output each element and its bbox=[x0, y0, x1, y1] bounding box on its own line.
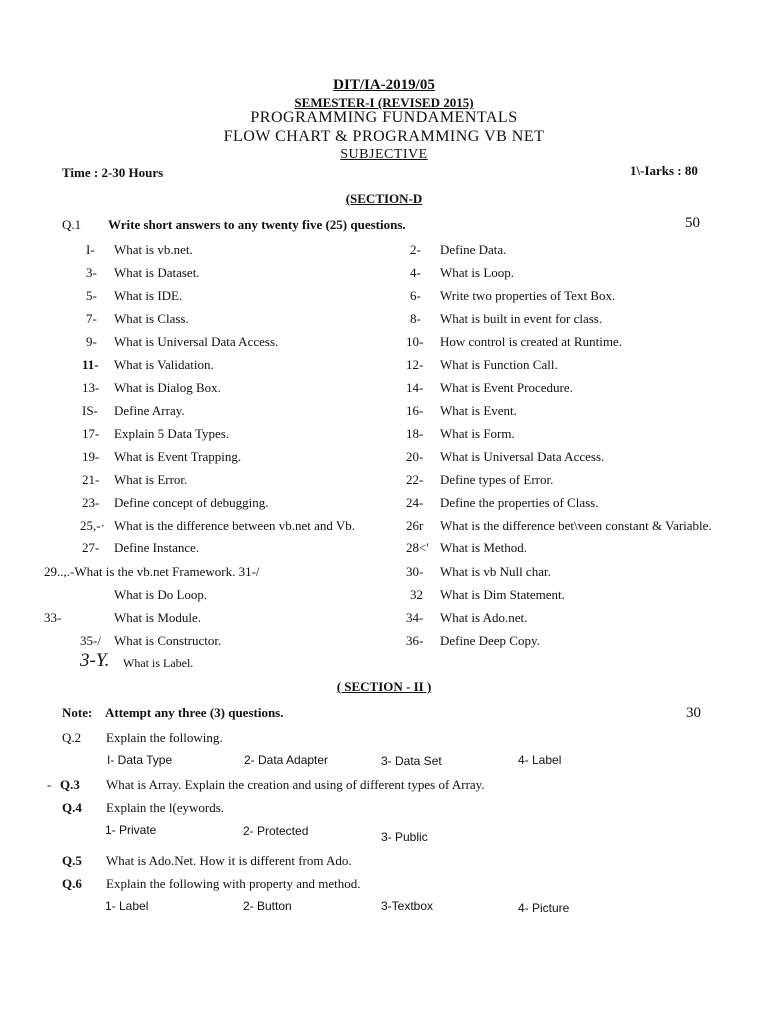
q-text: Define types of Error. bbox=[440, 472, 554, 487]
q-text: What is the difference bet\veen constant & Variable. bbox=[440, 518, 712, 533]
q-text: What is Module. bbox=[114, 610, 202, 625]
q2-number: Q.2 bbox=[62, 730, 82, 745]
q-text: Define Array. bbox=[114, 403, 185, 418]
q-number: 30- bbox=[406, 564, 424, 579]
paper-type: SUBJECTIVE bbox=[340, 147, 428, 162]
q-text: Define concept of debugging. bbox=[114, 495, 269, 510]
q-text: What is Validation. bbox=[114, 357, 214, 372]
q-number: 33- bbox=[44, 610, 62, 625]
q-number: 3- bbox=[86, 265, 97, 280]
q2-item: 2- Data Adapter bbox=[244, 753, 329, 767]
q1-number: Q.1 bbox=[62, 217, 82, 232]
q-number: 9- bbox=[86, 334, 97, 349]
q-number: IS- bbox=[82, 403, 98, 418]
subject-title: PROGRAMMING FUNDAMENTALS bbox=[250, 109, 518, 126]
q-number: 35-/ bbox=[80, 633, 101, 648]
q4-item: 1- Private bbox=[105, 823, 157, 837]
q3-prefix: - bbox=[47, 777, 52, 792]
q-text: What is vb.net. bbox=[114, 242, 193, 257]
q-number: 32 bbox=[410, 587, 423, 602]
q-text: What is built in event for class. bbox=[440, 311, 603, 326]
q-number: 34- bbox=[406, 610, 424, 625]
q-number: 18- bbox=[406, 426, 424, 441]
q-text: What is the difference between vb.net and Vb. bbox=[114, 518, 356, 533]
q-number: 2- bbox=[410, 242, 421, 257]
section-2-title: ( SECTION - II ) bbox=[336, 679, 432, 694]
q-number: 11- bbox=[82, 357, 99, 372]
section-2-marks: 30 bbox=[686, 705, 701, 721]
section-1-title: (SECTION-D bbox=[345, 191, 423, 206]
q-text: What is Event Trapping. bbox=[114, 449, 242, 464]
q6-number: Q.6 bbox=[62, 876, 82, 891]
q-text: What is Event. bbox=[440, 403, 517, 418]
q-number: 7- bbox=[86, 311, 97, 326]
q-number: I- bbox=[86, 242, 95, 257]
q-text: What is Method. bbox=[440, 540, 528, 555]
q4-number: Q.4 bbox=[62, 800, 82, 815]
q-number: 22- bbox=[406, 472, 424, 487]
q5-number: Q.5 bbox=[62, 853, 82, 868]
q4-item: 2- Protected bbox=[243, 824, 309, 838]
q1-instruction: Write short answers to any twenty five (25) questions. bbox=[108, 217, 406, 232]
q-number: 20- bbox=[406, 449, 424, 464]
semester-line: SEMESTER-I (REVISED 2015) bbox=[294, 95, 474, 110]
q3-number: Q.3 bbox=[60, 777, 80, 792]
q-number: 21- bbox=[82, 472, 100, 487]
q-text: What is Label. bbox=[123, 656, 194, 670]
q6-item: 3-Textbox bbox=[381, 899, 434, 913]
q-text: Define Data. bbox=[440, 242, 507, 257]
q-number: 36- bbox=[406, 633, 424, 648]
q-number: 23- bbox=[82, 495, 100, 510]
time-allowed: Time : 2-30 Hours bbox=[62, 165, 164, 180]
q-number: 28<' bbox=[406, 540, 429, 555]
total-marks: 1\-Iarks : 80 bbox=[630, 163, 698, 178]
section-2-note: Attempt any three (3) questions. bbox=[105, 705, 284, 720]
q-number: 8- bbox=[410, 311, 421, 326]
q-text: Define the properties of Class. bbox=[440, 495, 599, 510]
q-number: 19- bbox=[82, 449, 100, 464]
paper-title: FLOW CHART & PROGRAMMING VB NET bbox=[223, 128, 545, 145]
q-number: 4- bbox=[410, 265, 421, 280]
q-number: 3-Y. bbox=[80, 650, 110, 671]
q2-item: 3- Data Set bbox=[381, 754, 442, 768]
q-text: What is Dataset. bbox=[114, 265, 200, 280]
paper-code: DIT/IA-2019/05 bbox=[333, 77, 435, 93]
q-number: 5- bbox=[86, 288, 97, 303]
section-1-marks: 50 bbox=[685, 215, 700, 231]
q-text: What is Dim Statement. bbox=[440, 587, 565, 602]
q-number: 14- bbox=[406, 380, 424, 395]
q-text: Define Instance. bbox=[114, 540, 200, 555]
q-text: What is vb Null char. bbox=[440, 564, 551, 579]
q-number: 16- bbox=[406, 403, 424, 418]
q-text: What is Universal Data Access. bbox=[440, 449, 605, 464]
q-text: Define Deep Copy. bbox=[440, 633, 540, 648]
q-text: What is Event Procedure. bbox=[440, 380, 573, 395]
q3-text: What is Array. Explain the creation and using of different types of Array. bbox=[106, 777, 485, 792]
q29-line: 29..,.-What is the vb.net Framework. 31-/ bbox=[44, 564, 260, 579]
q-number: 26r bbox=[406, 518, 424, 533]
q-text: What is Form. bbox=[440, 426, 515, 441]
q-text: Explain 5 Data Types. bbox=[114, 426, 230, 441]
q-text: What is Error. bbox=[114, 472, 188, 487]
q-text: How control is created at Runtime. bbox=[440, 334, 622, 349]
q-text: What is IDE. bbox=[114, 288, 183, 303]
q-number: 27- bbox=[82, 540, 100, 555]
note-label: Note: bbox=[62, 705, 93, 720]
q31-text: What is Do Loop. bbox=[114, 587, 208, 602]
q6-item: 4- Picture bbox=[518, 901, 570, 915]
q2-text: Explain the following. bbox=[106, 730, 223, 745]
q4-text: Explain the l(eywords. bbox=[106, 800, 225, 815]
q-number: 12- bbox=[406, 357, 424, 372]
q4-item: 3- Public bbox=[381, 830, 428, 844]
q-number: 13- bbox=[82, 380, 100, 395]
q-text: What is Universal Data Access. bbox=[114, 334, 279, 349]
q-text: What is Loop. bbox=[440, 265, 515, 280]
q6-text: Explain the following with property and method. bbox=[106, 876, 361, 891]
q2-item: I- Data Type bbox=[107, 753, 173, 767]
q-text: What is Dialog Box. bbox=[114, 380, 221, 395]
q-number: 10- bbox=[406, 334, 424, 349]
q6-item: 1- Label bbox=[105, 899, 149, 913]
q2-item: 4- Label bbox=[518, 753, 562, 767]
q-text: What is Ado.net. bbox=[440, 610, 528, 625]
q-number: 17- bbox=[82, 426, 100, 441]
q5-text: What is Ado.Net. How it is different from Ado. bbox=[106, 853, 352, 868]
q-text: What is Class. bbox=[114, 311, 189, 326]
q-text: What is Function Call. bbox=[440, 357, 558, 372]
q-text: Write two properties of Text Box. bbox=[440, 288, 616, 303]
q-text: What is Constructor. bbox=[114, 633, 222, 648]
q-number: 24- bbox=[406, 495, 424, 510]
q-number: 25,-· bbox=[80, 518, 105, 533]
q6-item: 2- Button bbox=[243, 899, 292, 913]
q-number: 6- bbox=[410, 288, 421, 303]
